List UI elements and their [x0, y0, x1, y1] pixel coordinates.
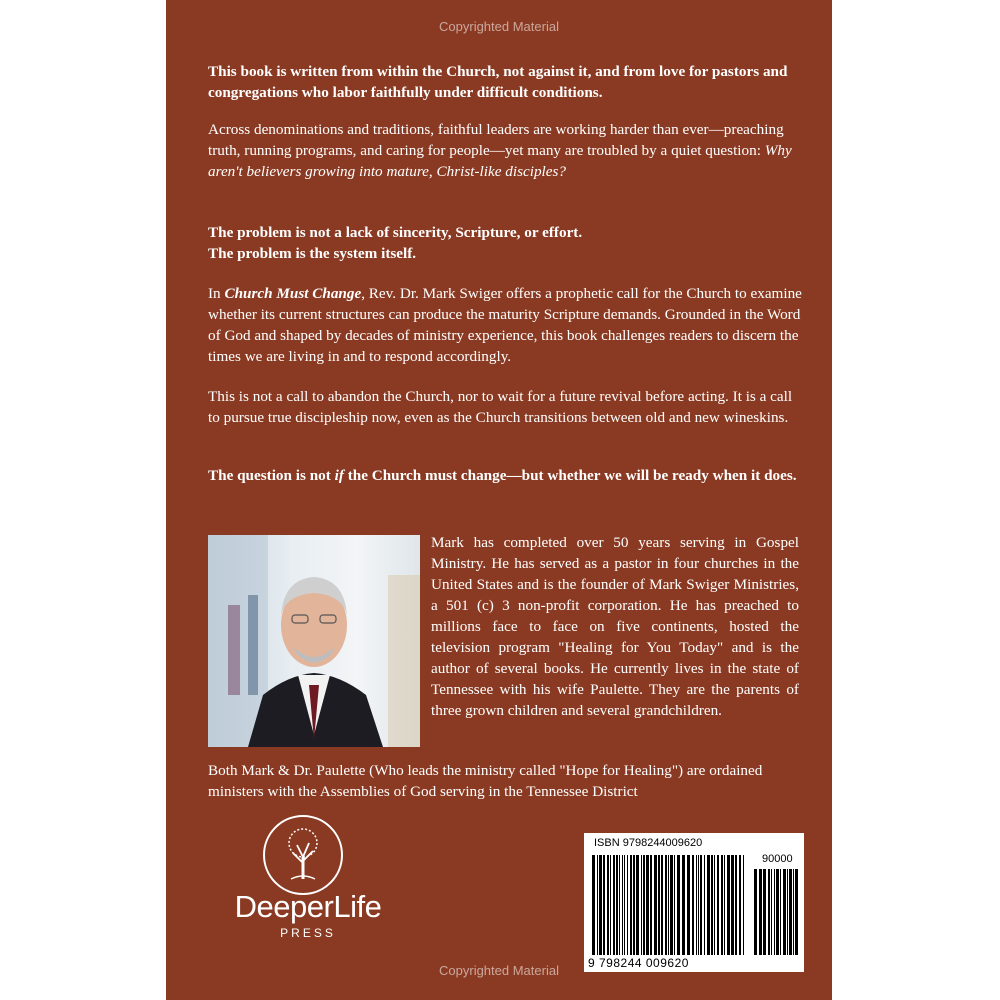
- barcode-addon-bars: [754, 869, 798, 955]
- isbn-digits: 9 798244 009620: [588, 956, 689, 970]
- barcode: [584, 833, 804, 972]
- tree-icon: [263, 815, 343, 895]
- intro-paragraph: This book is written from within the Church, not against it, and from love for pastors and congregations who labor faithfully under difficult conditions.: [208, 63, 788, 101]
- author-bio: Mark has completed over 50 years serving in Gospel Ministry. He has served as a pastor in four churches in the United States and is the founder of Mark Swiger Ministries, a 501 (c) 3 non-profit corporation. He has preached to millions face to face on five continents, hosted the television program "Healing for You Today" and is the author of several books. He currently lives in the state of Tennessee with his wife Paulette. They are the parents of three grown children and several grandchildren.: [431, 534, 799, 719]
- author-photo: [208, 535, 420, 747]
- publisher-name: DeeperLife: [234, 889, 382, 924]
- author-bio-tail: Both Mark & Dr. Paulette (Who leads the ministry called "Hope for Healing") are ordained ministers with the Assemblies of God serving in the Tennessee District: [208, 762, 763, 800]
- barcode-bars: [592, 855, 744, 955]
- publisher-logo: [208, 815, 408, 945]
- watermark-top: Copyrighted Material: [439, 19, 559, 34]
- watermark-bottom: Copyrighted Material: [439, 963, 559, 978]
- description-lead: In: [208, 285, 225, 302]
- question-italic: Why aren't believers growing into mature, Christ-like disciples?: [208, 142, 792, 180]
- call-paragraph: This is not a call to abandon the Church, nor to wait for a future revival before acting. It is a call to pursue true discipleship now, even as the Church transitions between old and new wineskins.: [208, 388, 793, 426]
- isbn-label: ISBN 9798244009620: [594, 837, 703, 849]
- problem-line-2: The problem is the system itself.: [208, 245, 417, 262]
- publisher-sub: PRESS: [280, 926, 336, 940]
- back-cover: [166, 0, 832, 1000]
- price-code: 90000: [762, 853, 793, 865]
- closing-em: if: [334, 467, 344, 484]
- question-lead: Across denominations and traditions, faithful leaders are working harder than ever—preaching truth, running programs, and caring for people—yet many are troubled by a quiet question:: [208, 121, 784, 159]
- question-paragraph: [208, 119, 802, 182]
- closing-post: the Church must change—but whether we will be ready when it does.: [343, 467, 797, 484]
- problem-line-1: The problem is not a lack of sincerity, Scripture, or effort.: [208, 224, 583, 241]
- problem-statement: [208, 222, 802, 264]
- description-text: , Rev. Dr. Mark Swiger offers a prophetic call for the Church to examine whether its current structures can produce the maturity Scripture demands. Grounded in the Word of God and shaped by decades of ministry experience, this book challenges readers to discern the times we are living in and to respond accordingly.: [208, 285, 802, 365]
- book-title: Church Must Change: [224, 285, 362, 302]
- closing-pre: The question is not: [208, 467, 335, 484]
- closing-statement: [208, 465, 802, 486]
- book-description: [208, 283, 802, 367]
